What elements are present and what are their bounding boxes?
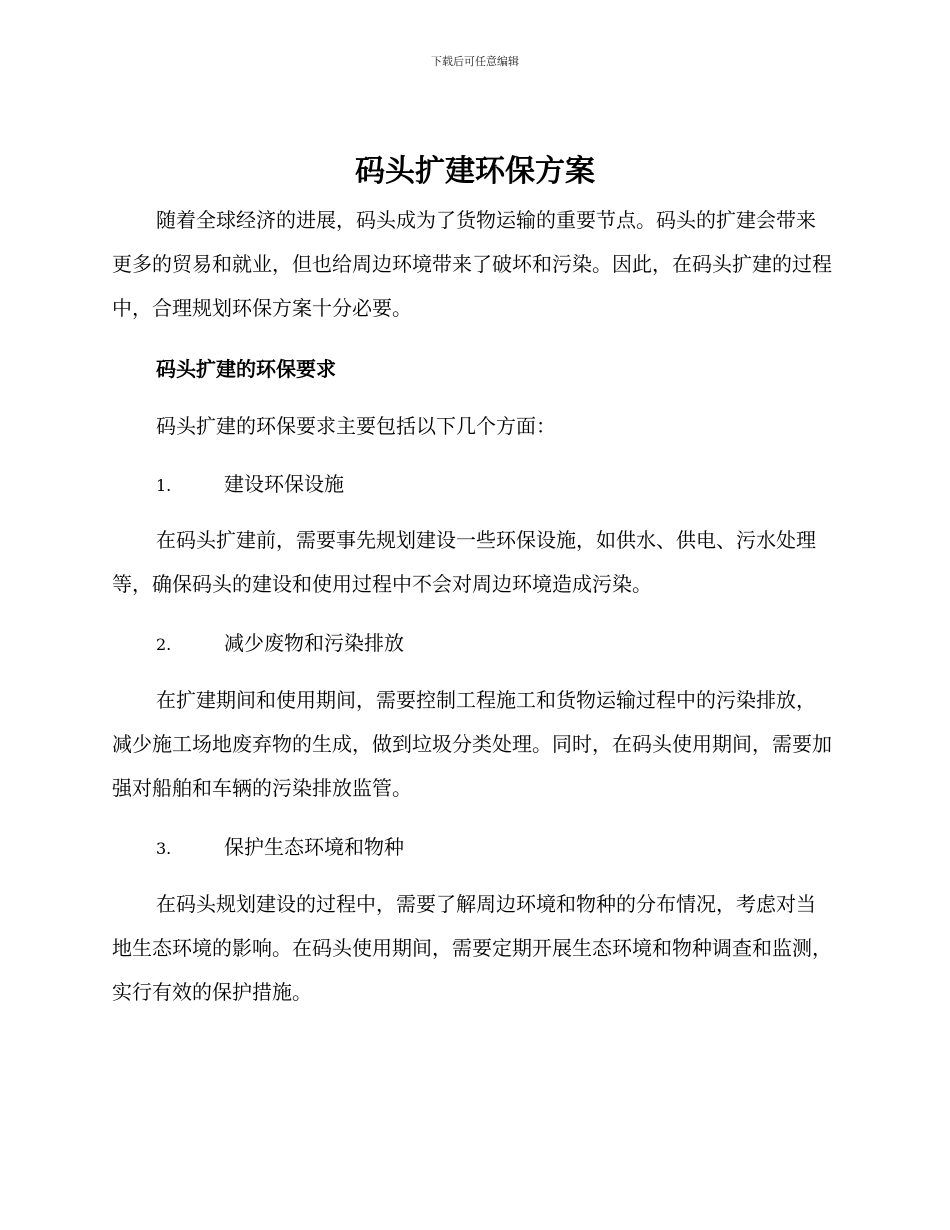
section-heading: 码头扩建的环保要求 xyxy=(156,357,336,381)
section-intro: 码头扩建的环保要求主要包括以下几个方面： xyxy=(156,414,556,438)
list-item-3-title: 保护生态环境和物种 xyxy=(224,835,404,859)
list-item-1-body: 在码头扩建前，需要事先规划建设一些环保设施，如供水、供电、污水处理等，确保码头的建设和使用过程中不会对周边环境造成污染。 xyxy=(112,528,816,596)
list-item-1-number: 1. xyxy=(156,476,172,495)
list-item-2 xyxy=(156,628,404,660)
document-title: 码头扩建环保方案 xyxy=(355,154,595,189)
list-item-2-body: 在扩建期间和使用期间，需要控制工程施工和货物运输过程中的污染排放，减少施工场地废弃物的生成，做到垃圾分类处理。同时，在码头使用期间，需要加强对船舶和车辆的污染排放监管。 xyxy=(112,688,832,800)
list-item-3 xyxy=(156,832,404,864)
list-item-1-title: 建设环保设施 xyxy=(224,472,344,496)
list-item-2-title: 减少废物和污染排放 xyxy=(224,631,404,655)
list-item-3-body: 在码头规划建设的过程中，需要了解周边环境和物种的分布情况，考虑对当地生态环境的影响。在码头使用期间，需要定期开展生态环境和物种调查和监测，实行有效的保护措施。 xyxy=(112,892,832,1004)
list-item-3-number: 3. xyxy=(156,839,172,858)
list-item-1 xyxy=(156,469,344,501)
intro-paragraph: 随着全球经济的进展，码头成为了货物运输的重要节点。码头的扩建会带来更多的贸易和就业，但也给周边环境带来了破坏和污染。因此，在码头扩建的过程中，合理规划环保方案十分必要。 xyxy=(112,208,832,320)
list-item-2-number: 2. xyxy=(156,635,172,654)
page-header-note: 下载后可任意编辑 xyxy=(431,55,519,68)
